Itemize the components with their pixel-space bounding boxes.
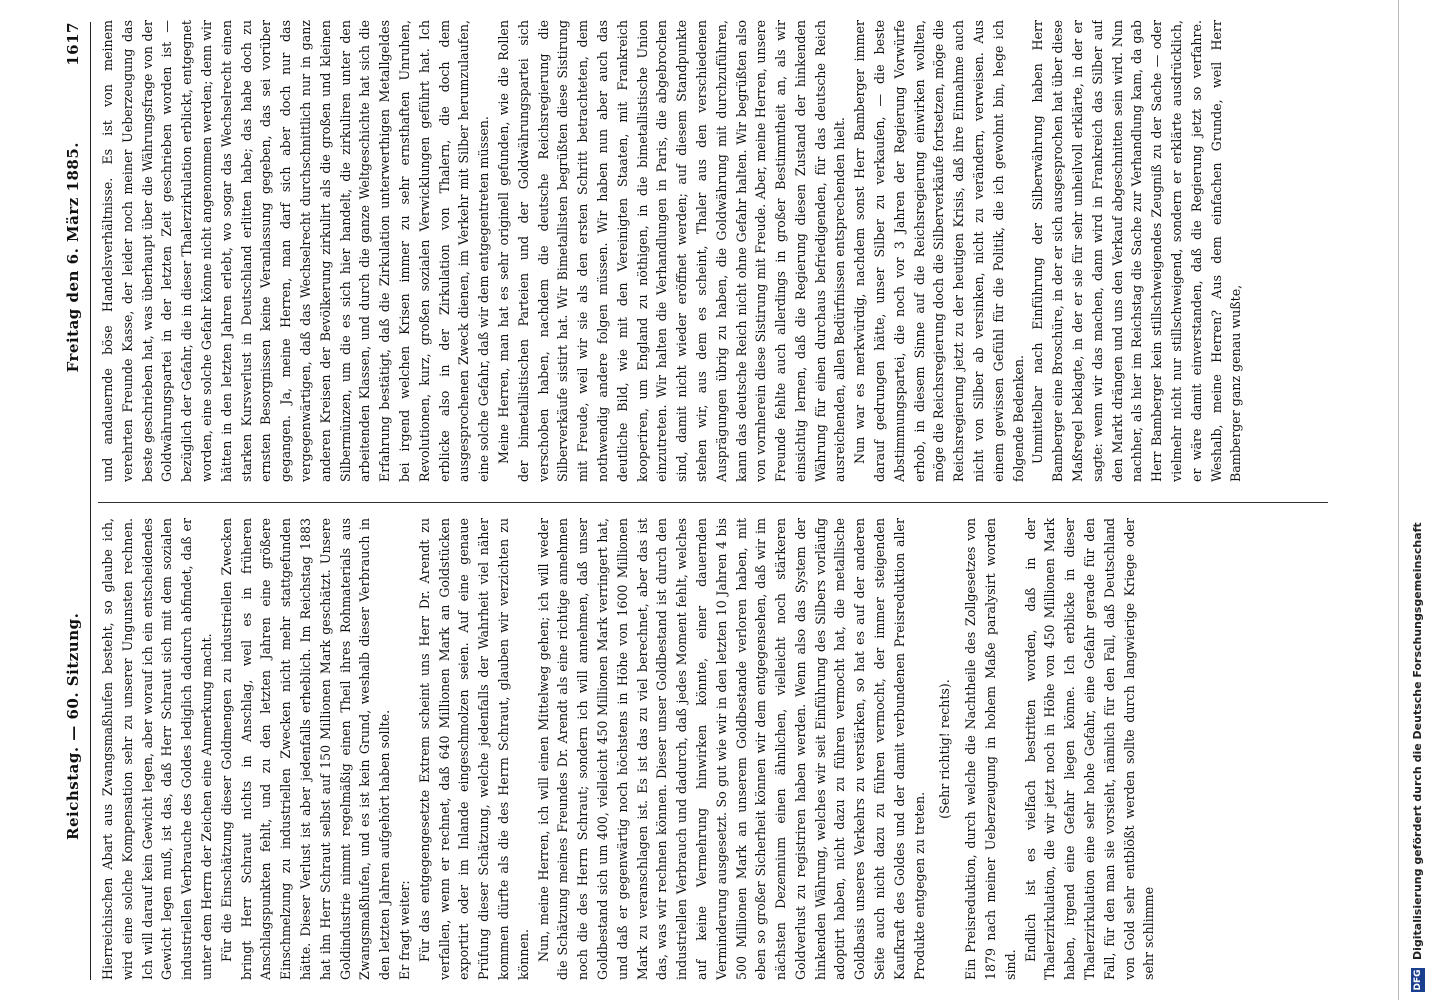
interjection: (Sehr richtig! rechts). — [937, 679, 953, 819]
header-rule — [90, 22, 91, 980]
text-column-right — [98, 20, 1328, 482]
page-number: 1617 — [64, 22, 82, 66]
paragraph: Unmittelbar nach Einführung der Silberwährung haben Herr Bamberger eine Broschüre, in der er sich ausgesprochen hat über diese Maßregel beklagte, in der er sie für sehr unheilvoll erklärte, in der er sagte: wenn wir das machen, dann wird in Frankreich das Silber auf den Markt drängen und uns den Verkauf abgeschnitten sein wird. Nun nachher, als hier im Reichstag die Sache zur Verhandlung kam, da gab Herr Bamberger kein stillschweigendes Zeugniß zu der Sache — oder vielmehr nicht nur stillschweigend, sondern er erklärte ausdrücklich, er wäre damit einverstanden, daß die Regierung jetzt so verfahre. Weshalb, meine Herren? Aus dem einfachen Grunde, weil Herr Bamberger ganz genau wußte, — [1030, 20, 1244, 482]
paragraph: Meine Herren, man hat es sehr originell gefunden, wie die Rollen der bimetallistischen Parteien und der Goldwährungspartei sich verschoben haben, nachdem die deutsche Reichsregierung die Silberverkäufe sistirt hat. Wir Bimetallisten begrüßten diese Sistirung mit Freude, weil wir sie als den ersten Schritt betrachteten, dem nothwendig andere folgen müssen. Wir haben nun aber auch das deutliche Bild, wie mit den Vereinigten Staaten, mit Frankreich kooperiren, um England zu nöthigen, in die bimetallistische Union einzutreten. Wir halten die Verhandlungen in Paris, die abgebrochen sind, damit nicht wieder eröffnet werden; auf diesem Standpunkte stehen wir, aus dem es scheint, Thaler aus den verschiedenen Ausprägungen übrig zu haben, die Goldwährung mit durchzuführen, kann das deutsche Reich nicht ohne Gefahr halten. Wir begrüßten also von vornherein diese Sistirung mit Freude. Aber, meine Herren, unsere Freunde fehlte auch allerdings in großer Bestimmtheit an, als wir einsichtig lernen, daß die Regierung diesen Zustand der hinkenden Währung für einen durchaus befriedigenden, für das deutsche Reich ausreichenden, allen Bedürfnissen entsprechenden hielt. — [495, 20, 848, 482]
digitization-credit: Digitalisierung gefördert durch die Deutsche Forschungsgemeinschaft — [1411, 522, 1424, 960]
running-header — [60, 22, 88, 980]
session-title: Reichstag. — 60. Sitzung. — [64, 612, 82, 840]
paragraph: Er fragt weiter: — [396, 880, 412, 980]
text-column-left — [98, 518, 1328, 980]
paragraph: Nun, meine Herren, ich will einen Mittelweg gehen; ich will weder die Schätzung meines Freundes Dr. Arendt als eine richtige annehmen noch die des Herrn Schraut; sondern ich will annehmen, daß unser Goldbestand sich um 400, vielleicht 450 Millionen Mark verringert hat, und daß er gegenwärtig noch höchstens in Höhe von 1600 Millionen Mark zu veranschlagen ist. Es ist das zu viel berechnet, aber das ist das, was wir rechnen können. Dieser unser Goldbestand ist durch den industriellen Verbrauch und dadurch, daß jedes Moment fehlt, welches auf keine Vermehrung hinwirken könnte, einer dauernden Verminderung ausgesetzt. So gut wie wir in den letzten 10 Jahren 4 bis 500 Millionen Mark an unserem Goldbestande verloren haben, mit eben so großer Sicherheit können wir dem entgegensehen, daß wir im nächsten Dezennium einen ähnlichen, vielleicht noch stärkeren Goldverlust zu registriren haben werden. Wenn also das System der hinkenden Währung, welches wir seit Einführung des Silbers vorläufig adoptirt haben, nicht dazu zu führen vermocht hat, die metallische Goldbasis unseres Verkehrs zu verstärken, so hat es auf der anderen Seite auch nicht dazu zu führen vermocht, der immer steigenden Kaufkraft des Goldes und der damit verbundenen Preisreduktion aller Produkte entgegen zu treten. — [535, 518, 927, 980]
paragraph: Für das entgegengesetzte Extrem scheint uns Herr Dr. Arendt zu verfallen, wenn er rechnet, daß 640 Millionen Mark an Goldstücken exportirt oder im Inlande eingeschmolzen seien. Auf eine genaue Prüfung dieser Schätzung, welche jedenfalls der Wahrheit viel näher kommen dürfte als die des Herrn Schraut, glauben wir verzichten zu können. — [416, 518, 531, 980]
paragraph: und andauernde böse Handelsverhältnisse. Es ist von meinem verehrten Freunde Kasse, der leider noch meiner Ueberzeugung das beste geschrieben hat, was überhaupt über die Währungsfrage von der Goldwährungspartei in der letzten Zeit geschrieben worden ist — bezüglich der Gefahr, die in dieser Thalerzirkulation erblickt, entgegnet worden, eine solche Gefahr könne nicht angenommen werden; denn wir hätten in den letzten Jahren erlebt, wo sogar das Wechselrecht einen starken Kursverlust in Deutschland erlitten habe; das habe doch zu ernsten Besorgnissen keine Veranlassung gegeben, das sei vorüber gegangen. Ja, meine Herren, man darf sich aber doch nur das vergegenwärtigen, daß das Wechselrecht durchschnittlich nur in ganz anderen Kreisen der Bevölkerung zirkulirt als die großen und kleinen Silbermünzen, um die es sich hier handelt, die zirkuliren unter den arbeitenden Klassen, und durch die ganze Weltgeschichte hat sich die Erfahrung bestätigt, daß die Zirkulation unterwerthigen Metallgeldes bei irgend welchen Krisen immer zu sehr ernsthaften Unruhen, Revolutionen, kurz, großen sozialen Verwicklungen geführt hat. Ich erblicke also in der Zirkulation von Thalern, die doch dem ausgesprochenen Zweck dienen, im Verkehr mit Silber herumzulaufen, eine solche Gefahr, daß wir dem entgegentreten müssen. — [100, 20, 492, 482]
session-date: Freitag den 6. März 1885. — [64, 142, 82, 373]
digitization-footer — [1398, 0, 1432, 1000]
paragraph: Endlich ist es vielfach bestritten worden, daß in der Thalerzirkulation, die wir jetzt noch in Höhe von 450 Millionen Mark haben, irgend eine Gefahr liegen könne. Ich erblicke in dieser Thalerzirkulation eine sehr hohe Gefahr, eine Gefahr gerade für den Fall, für den man sie vorsieht, nämlich für den Fall, daß Deutschland von Gold sehr entblößt werden sollte durch langwierige Kriege oder sehr schlimme — [1022, 518, 1157, 980]
dfg-logo: DFG — [1413, 969, 1423, 991]
paragraph: Ein Preisreduktion, durch welche die Nachtheile des Zollgesetzes von 1879 nach meiner Ueberzeugung in hohem Maße paralysirt worden sind. — [963, 518, 1018, 980]
column-divider — [98, 502, 1328, 503]
paragraph: Hierreichischen Abart aus Zwangsmaßhufen besteht, so glaube ich, wird eine solche Kompensation sehr zu unserer Ungunsten rechnen. Ich will darauf kein Gewicht legen, aber worauf ich ein entscheidendes Gewicht legen muß, ist das, daß Herr Schraut sich mit dem sozialen industriellen Verbrauche des Goldes lediglich dadurch abfindet, daß er unter dem Herrn der Zeichen eine Anmerkung macht. — [100, 518, 214, 980]
paragraph: Nun war es merkwürdig, nachdem sonst Herr Bamberger immer darauf gedrungen hätte, unser Silber zu verkaufen, — die beste Abstimmungspartei, die noch vor 3 Jahren der Regierung Vorwürfe erhob, in diesem Sinne auf die Reichsregierung einwirken wollten, möge die Reichsregierung doch die Silberverkäufe fortsetzen, möge die Reichsregierung jetzt zu der heutigen Krisis, daß ihre Einnahme auch nicht von Silber ab versinken, nicht zu verändern, verweisen. Aus einem gewissen Gefühl für die Politik, die ich gewohnt bin, hege ich folgende Bedenken. — [852, 20, 1026, 482]
paragraph: Für die Einschätzung dieser Goldmengen zu industriellen Zwecken bringt Herr Schraut nichts in Anschlag, weil es in früheren Anschlagspunkten fehlt, und zu den letzten Jahren eine größere Einschmelzung zu industriellen Zwecken nicht mehr stattgefunden hätte. Dieser Verlust ist aber jedenfalls erheblich. Im Reichstag 1883 hat ihn Herr Schraut selbst auf 150 Millionen Mark geschätzt. Unsere Goldindustrie nimmt regelmäßig einen Theil ihres Rohmaterials aus Zwangsmaßhufen, und es ist kein Grund, weshalb dieser Verbrauch in den letzten Jahren aufgehört haben sollte. — [218, 518, 393, 980]
